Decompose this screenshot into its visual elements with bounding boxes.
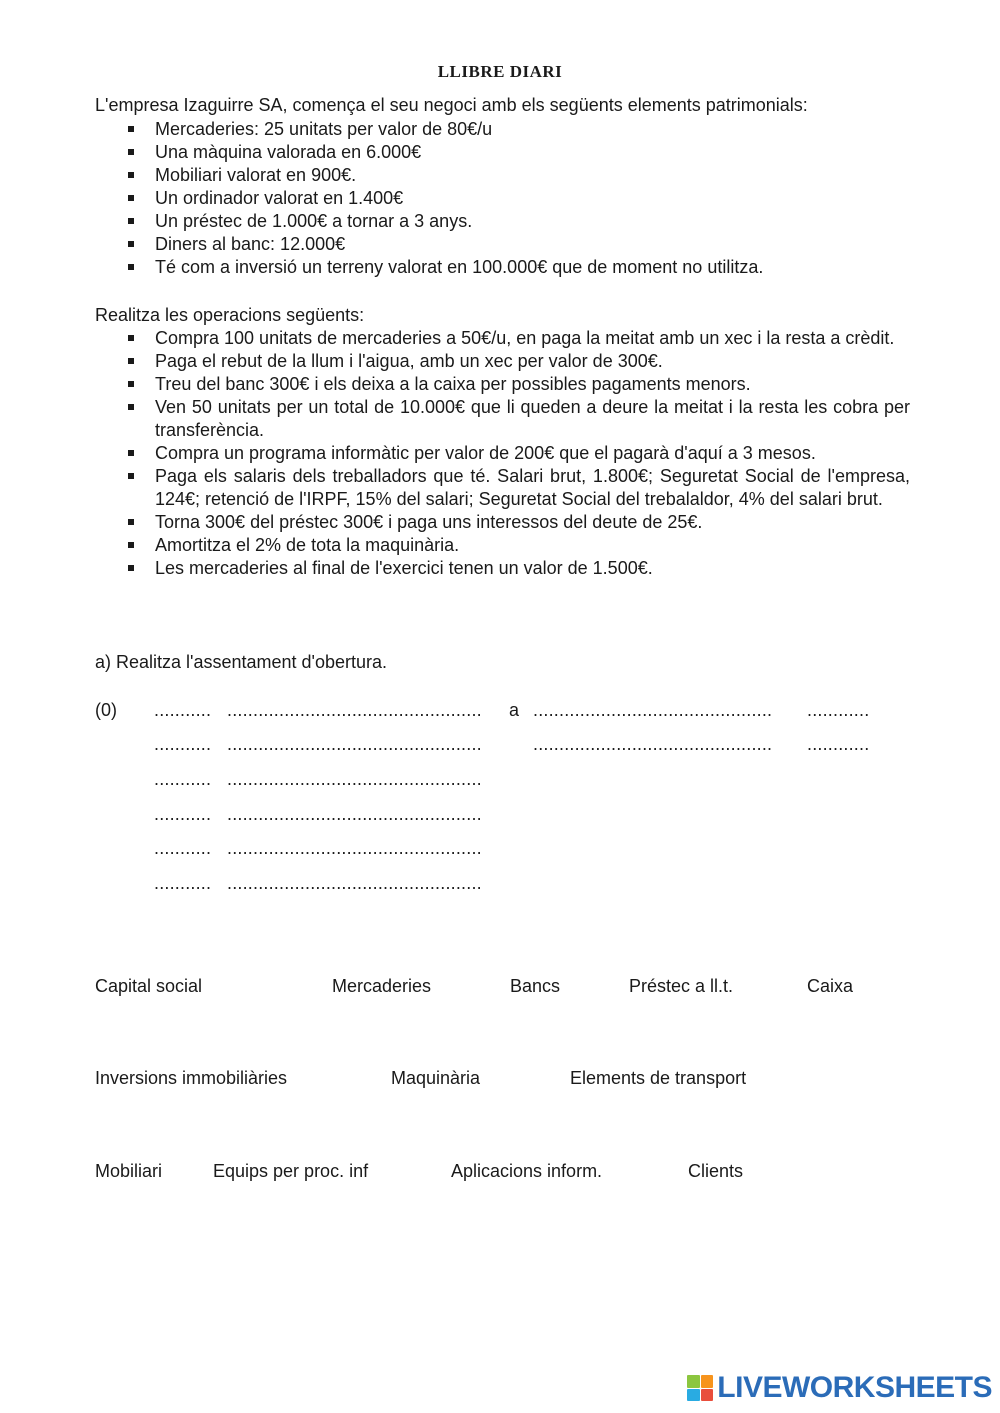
list-item: Paga el rebut de la llum i l'aigua, amb un xec per valor de 300€. (95, 350, 910, 373)
debit-amount-field[interactable]: ........... (154, 734, 212, 754)
account-option[interactable]: Clients (688, 1161, 744, 1181)
liveworksheets-logo[interactable] (687, 1371, 992, 1405)
list-item: Torna 300€ del préstec 300€ i paga uns interessos del deute de 25€. (95, 511, 910, 534)
credit-amount-field[interactable]: ............ (807, 700, 870, 720)
debit-amount-field[interactable]: ........... (154, 804, 212, 824)
brand-name: LIVEWORKSHEETS (717, 1371, 992, 1404)
page-title: LLIBRE DIARI (437, 62, 563, 81)
list-item: Treu del banc 300€ i els deixa a la caixa per possibles pagaments menors. (95, 373, 910, 396)
list-item: Mercaderies: 25 unitats per valor de 80€/u (95, 118, 910, 141)
account-option[interactable]: Caixa (807, 976, 854, 996)
account-option[interactable]: Mobiliari (95, 1161, 163, 1181)
credit-amount-field[interactable]: ............ (807, 734, 870, 754)
debit-account-field[interactable]: ................................................. (227, 734, 482, 754)
account-option[interactable]: Maquinària (391, 1068, 481, 1088)
accounts-row-1 (0, 976, 1000, 1000)
list-item: Un ordinador valorat en 1.400€ (95, 187, 910, 210)
debit-account-field[interactable]: ................................................. (227, 873, 482, 893)
list-item: Ven 50 unitats per un total de 10.000€ que li queden a deure la meitat i la resta les cobra per transferència. (95, 396, 910, 442)
list-item: Compra un programa informàtic per valor de 200€ que el pagarà d'aquí a 3 mesos. (95, 442, 910, 465)
debit-account-field[interactable]: ................................................. (227, 804, 482, 824)
account-option[interactable]: Mercaderies (332, 976, 432, 996)
accounts-row-3 (0, 1161, 1000, 1185)
credit-account-field[interactable]: .............................................. (533, 700, 773, 720)
liveworksheets-logo-icon (687, 1375, 713, 1401)
list-item: Diners al banc: 12.000€ (95, 233, 910, 256)
operations-intro: Realitza les operacions següents: (95, 305, 365, 325)
entry-number: (0) (95, 700, 117, 720)
credit-account-field[interactable]: .............................................. (533, 734, 773, 754)
account-option[interactable]: Equips per proc. inf (213, 1161, 369, 1181)
account-option[interactable]: Préstec a ll.t. (629, 976, 734, 996)
entry-a-label: a (509, 700, 520, 720)
debit-account-field[interactable]: ................................................. (227, 838, 482, 858)
debit-account-field[interactable]: ................................................. (227, 769, 482, 789)
accounts-row-2 (0, 1068, 1000, 1092)
list-item: Les mercaderies al final de l'exercici tenen un valor de 1.500€. (95, 557, 910, 580)
debit-amount-field[interactable]: ........... (154, 700, 212, 720)
list-item: Té com a inversió un terreny valorat en 100.000€ que de moment no utilitza. (95, 256, 910, 279)
list-item: Paga els salaris dels treballadors que té. Salari brut, 1.800€; Seguretat Social de l'empresa, 124€; retenció de l'IRPF, 15% del salari; Seguretat Social del trebalaldor, 4% del salari brut. (95, 465, 910, 511)
list-item: Una màquina valorada en 6.000€ (95, 141, 910, 164)
debit-account-field[interactable]: ................................................. (227, 700, 482, 720)
list-item: Mobiliari valorat en 900€. (95, 164, 910, 187)
list-item: Un préstec de 1.000€ a tornar a 3 anys. (95, 210, 910, 233)
account-option[interactable]: Inversions immobiliàries (95, 1068, 288, 1088)
intro-text: L'empresa Izaguirre SA, comença el seu negoci amb els següents elements patrimonials: (95, 95, 808, 115)
debit-amount-field[interactable]: ........... (154, 873, 212, 893)
account-option[interactable]: Elements de transport (570, 1068, 747, 1088)
account-option[interactable]: Bancs (510, 976, 561, 996)
elements-list (95, 118, 910, 279)
task-a: a) Realitza l'assentament d'obertura. (95, 652, 388, 672)
list-item: Amortitza el 2% de tota la maquinària. (95, 534, 910, 557)
debit-amount-field[interactable]: ........... (154, 838, 212, 858)
operations-list (95, 327, 910, 580)
list-item: Compra 100 unitats de mercaderies a 50€/u, en paga la meitat amb un xec i la resta a crèdit. (95, 327, 910, 350)
account-option[interactable]: Aplicacions inform. (451, 1161, 603, 1181)
debit-amount-field[interactable]: ........... (154, 769, 212, 789)
account-option[interactable]: Capital social (95, 976, 203, 996)
